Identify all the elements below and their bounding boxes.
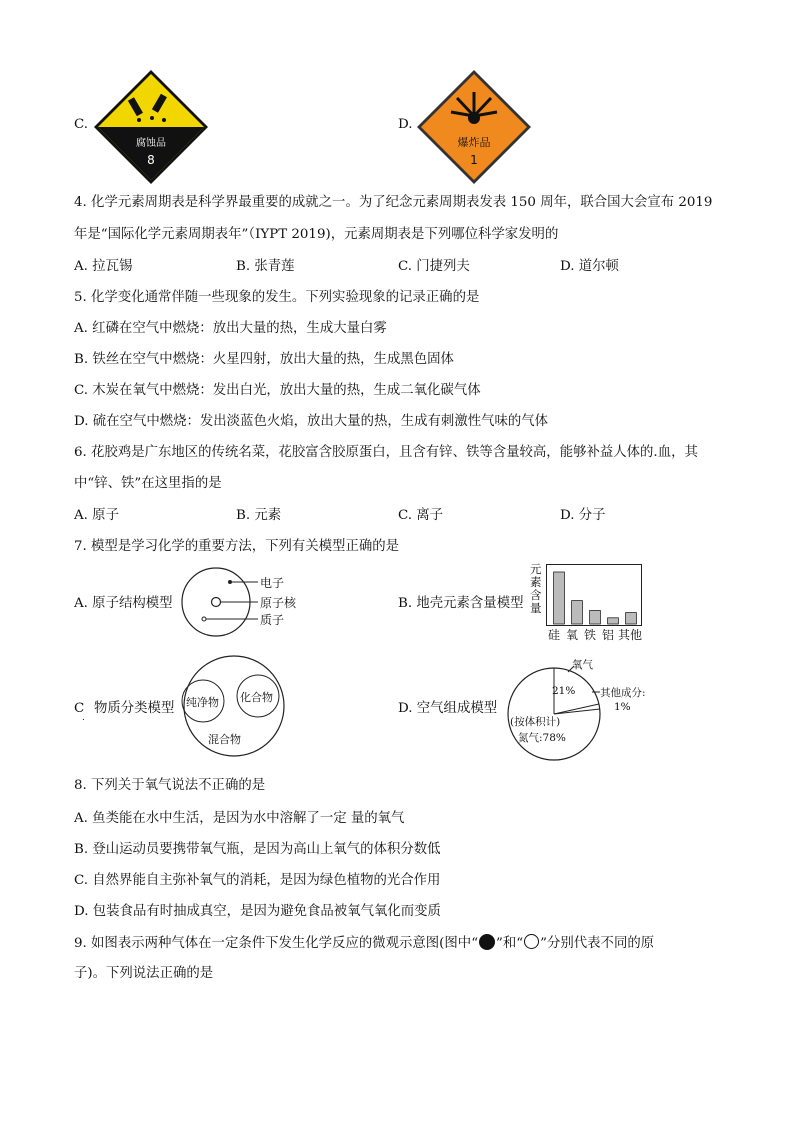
q6-option-a: A. 原子 xyxy=(74,508,119,523)
corrosive-number: 8 xyxy=(147,153,155,167)
q9-line1-part-b: ”和“ xyxy=(496,936,524,951)
q5-option-a: A. 红磷在空气中燃烧：放出大量的热，生成大量白雾 xyxy=(74,321,387,336)
bar-chart-categories xyxy=(548,626,648,642)
q9-line1-part-a: 9. 如图表示两种气体在一定条件下发生化学反应的微观示意图(图中“ xyxy=(74,936,479,951)
bar-category-label: 铁 xyxy=(584,628,597,642)
bar-category-label: 其他 xyxy=(618,628,643,642)
pie-note: (按体积计) xyxy=(510,716,561,728)
atom-electron-label: 电子 xyxy=(260,576,285,590)
q7b-label: B. 地壳元素含量模型 xyxy=(398,596,524,611)
bar-硅 xyxy=(554,572,565,624)
q5-option-b: B. 铁丝在空气中燃烧：火星四射，放出大量的热，生成黑色固体 xyxy=(74,352,454,367)
q4-line1: 4. 化学元素周期表是科学界最重要的成就之一。为了纪念元素周期表发表 150 周年，联合国大会宣布 2019 xyxy=(74,195,713,210)
explosive-text: 爆炸品 xyxy=(457,136,491,149)
q9-line2: 子)。下列说法正确的是 xyxy=(74,966,214,981)
mixture-label: 混合物 xyxy=(208,733,241,746)
q4-option-c: C. 门捷列夫 xyxy=(398,259,470,274)
q8-option-b: B. 登山运动员要携带氧气瓶，是因为高山上氧气的体积分数低 xyxy=(74,842,441,857)
q4-option-b: B. 张青莲 xyxy=(236,259,295,274)
bar-chart-ylabel: 元素含量 xyxy=(530,562,542,615)
crust-element-bar-chart xyxy=(546,564,642,626)
q4-line2: 年是“国际化学元素周期表年”（IYPT 2019)，元素周期表是下列哪位科学家发明的 xyxy=(74,227,559,242)
q4-option-d: D. 道尔顿 xyxy=(560,259,619,274)
hollow-atom-icon xyxy=(524,934,539,949)
atom-nucleus-label: 原子核 xyxy=(260,596,297,610)
q5-option-d: D. 硫在空气中燃烧：发出淡蓝色火焰，放出大量的热，生成有刺激性气味的气体 xyxy=(74,414,549,429)
pie-oxygen-label: 氧气 xyxy=(572,659,593,671)
q7a-label: A. 原子结构模型 xyxy=(74,596,173,611)
bar-category-label: 铝 xyxy=(602,628,615,642)
q7c-text: 物质分类模型 xyxy=(94,701,175,716)
bar-铝 xyxy=(608,618,619,624)
pie-oxygen-pct: 21% xyxy=(552,685,576,697)
option-d-label: D. xyxy=(398,117,413,132)
pure-substance-label: 纯净物 xyxy=(186,696,219,709)
q9-line1 xyxy=(74,934,654,953)
q7d-label: D. 空气组成模型 xyxy=(398,701,498,716)
bar-其他 xyxy=(626,613,637,624)
q5-option-c: C. 木炭在氧气中燃烧：发出白光，放出大量的热，生成二氧化碳气体 xyxy=(74,383,481,398)
q6-option-b: B. 元素 xyxy=(236,508,282,523)
pie-nitrogen-label: 氮气:78% xyxy=(518,732,566,744)
q8-option-a: A. 鱼类能在水中生活，是因为水中溶解了一定 量的氧气 xyxy=(74,811,405,826)
bar-category-label: 氧 xyxy=(566,628,579,642)
q4-option-a: A. 拉瓦锡 xyxy=(74,259,133,274)
q7c-label: C xyxy=(74,701,85,716)
corrosive-text: 腐蚀品 xyxy=(136,138,166,149)
q6-line1: 6. 花胶鸡是广东地区的传统名菜，花胶富含胶原蛋白，且含有锌、铁等含量较高，能够补益人体的.血，其 xyxy=(74,445,698,460)
bar-category-label: 硅 xyxy=(548,628,561,642)
q8-option-c: C. 自然界能自主弥补氧气的消耗，是因为绿色植物的光合作用 xyxy=(74,873,441,888)
q6-option-d: D. 分子 xyxy=(560,508,606,523)
q8-stem: 8. 下列关于氧气说法不正确的是 xyxy=(74,778,266,793)
q7-stem: 7. 模型是学习化学的重要方法，下列有关模型正确的是 xyxy=(74,539,400,554)
bar-氧 xyxy=(572,601,583,624)
filled-atom-icon xyxy=(479,934,495,950)
atom-proton-label: 质子 xyxy=(260,613,285,627)
explosive-sign xyxy=(415,68,533,186)
q6-line2: 中“锌、铁”在这里指的是 xyxy=(74,476,222,491)
q6-option-c: C. 离子 xyxy=(398,508,444,523)
corrosive-sign xyxy=(92,68,210,186)
pie-other-label: 其他成分: xyxy=(600,687,646,699)
option-c-label: C. xyxy=(74,117,89,132)
pie-other-pct: 1% xyxy=(614,701,631,713)
compound-label: 化合物 xyxy=(240,691,273,704)
explosive-number: 1 xyxy=(470,153,478,167)
bar-铁 xyxy=(590,611,601,625)
q5-stem: 5. 化学变化通常伴随一些现象的发生。下列实验现象的记录正确的是 xyxy=(74,290,480,305)
q8-option-d: D. 包装食品有时抽成真空，是因为避免食品被氧气氧化而变质 xyxy=(74,904,441,919)
q9-line1-part-c: ”分别代表不同的原 xyxy=(540,936,655,951)
